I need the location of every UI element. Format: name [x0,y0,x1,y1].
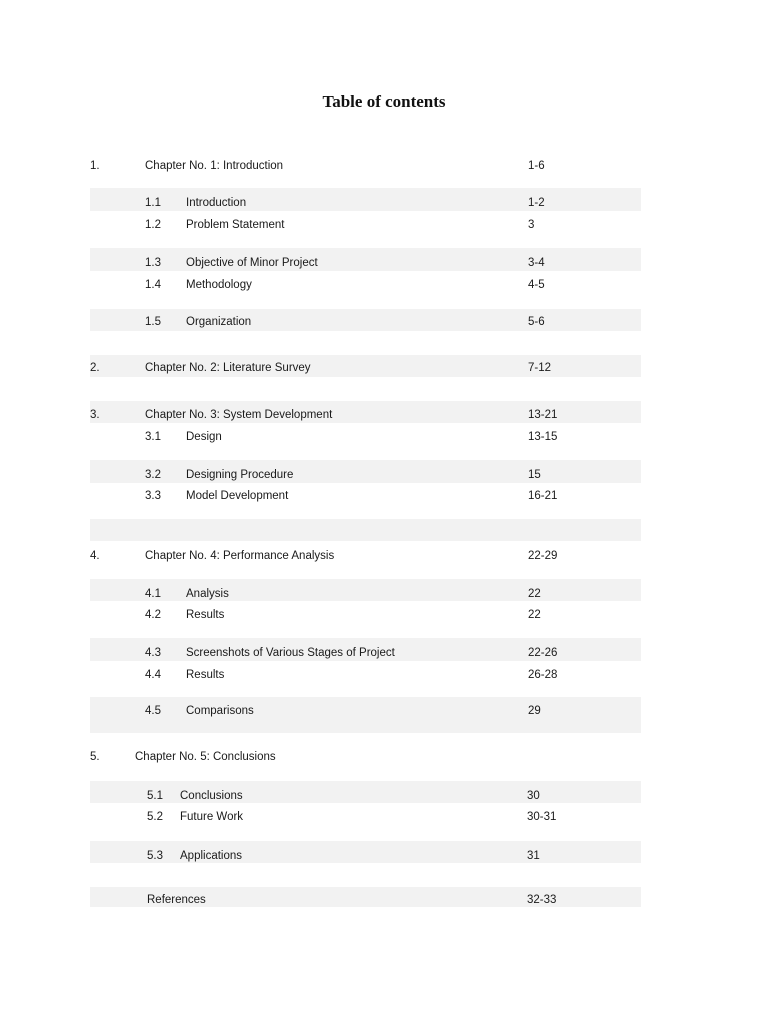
section-pages: 30 [527,790,540,802]
section-pages: 3-4 [528,257,545,269]
section-number: 4.1 [145,588,161,600]
row-band [90,519,641,541]
section-row[interactable] [0,702,768,720]
chapter-row[interactable] [0,157,768,175]
section-number: 1.5 [145,316,161,328]
section-number: 4.5 [145,705,161,717]
chapter-number: 3. [90,409,100,421]
section-title: Comparisons [186,705,254,717]
section-title: Problem Statement [186,219,285,231]
section-row[interactable] [0,276,768,294]
chapter-pages: 13-21 [528,409,558,421]
section-title: Conclusions [180,790,243,802]
section-title: Results [186,669,225,681]
section-row[interactable] [0,466,768,484]
section-number: 3.3 [145,490,161,502]
section-pages: 1-2 [528,197,545,209]
page-title: Table of contents [322,92,446,111]
section-title: Design [186,431,222,443]
chapter-title: Chapter No. 5: Conclusions [135,751,276,763]
section-pages: 5-6 [528,316,545,328]
section-number: 4.4 [145,669,161,681]
section-row[interactable] [0,808,768,826]
section-title: Analysis [186,588,229,600]
chapter-row[interactable] [0,748,768,766]
section-row[interactable] [0,487,768,505]
section-number: 4.2 [145,609,161,621]
section-pages: 29 [528,705,541,717]
chapter-title: Chapter No. 3: System Development [145,409,333,421]
section-pages: 3 [528,219,535,231]
chapter-number: 5. [90,751,100,763]
section-row[interactable] [0,254,768,272]
chapter-row[interactable] [0,547,768,565]
section-title: Designing Procedure [186,469,294,481]
chapter-pages: 7-12 [528,362,552,374]
section-title: Future Work [180,811,244,823]
section-row[interactable] [0,644,768,662]
section-number: 1.2 [145,219,161,231]
section-pages: 30-31 [527,811,557,823]
section-number: 3.1 [145,431,161,443]
references-row[interactable] [0,891,768,909]
references-title: References [147,894,206,906]
section-pages: 22 [528,609,541,621]
section-row[interactable] [0,585,768,603]
section-pages: 22 [528,588,541,600]
section-pages: 13-15 [528,431,558,443]
section-pages: 4-5 [528,279,545,291]
section-pages: 22-26 [528,647,558,659]
section-row[interactable] [0,428,768,446]
section-row[interactable] [0,787,768,805]
section-number: 5.2 [147,811,163,823]
chapter-row[interactable] [0,359,768,377]
chapter-number: 4. [90,550,100,562]
section-row[interactable] [0,313,768,331]
chapter-pages: 1-6 [528,160,545,172]
section-title: Organization [186,316,252,328]
section-number: 1.4 [145,279,161,291]
section-number: 4.3 [145,647,161,659]
section-title: Methodology [186,279,252,291]
section-title: Introduction [186,197,247,209]
references-pages: 32-33 [527,894,557,906]
section-pages: 16-21 [528,490,558,502]
chapter-title: Chapter No. 2: Literature Survey [145,362,311,374]
chapter-number: 2. [90,362,100,374]
section-number: 5.1 [147,790,163,802]
section-number: 1.3 [145,257,161,269]
chapter-row[interactable] [0,406,768,424]
section-title: Screenshots of Various Stages of Project [186,647,395,659]
section-row[interactable] [0,194,768,212]
section-row[interactable] [0,606,768,624]
section-pages: 15 [528,469,541,481]
section-pages: 31 [527,850,540,862]
section-title: Applications [180,850,243,862]
section-row[interactable] [0,847,768,865]
section-number: 1.1 [145,197,161,209]
section-row[interactable] [0,666,768,684]
section-title: Model Development [186,490,289,502]
section-row[interactable] [0,216,768,234]
chapter-title: Chapter No. 4: Performance Analysis [145,550,335,562]
section-number: 5.3 [147,850,163,862]
chapter-number: 1. [90,160,100,172]
chapter-pages: 22-29 [528,550,558,562]
section-pages: 26-28 [528,669,558,681]
section-title: Objective of Minor Project [186,257,318,269]
section-number: 3.2 [145,469,161,481]
chapter-title: Chapter No. 1: Introduction [145,160,284,172]
section-title: Results [186,609,225,621]
